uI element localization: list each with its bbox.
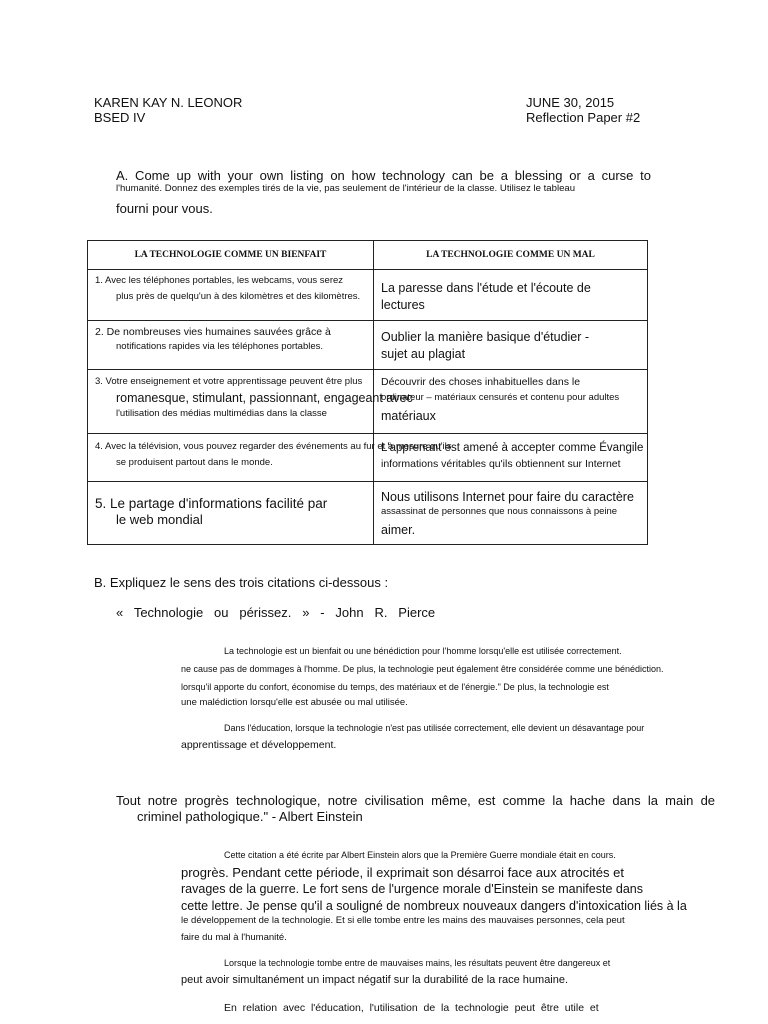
blessing-4-line1: 4. Avec la télévision, vous pouvez regarder des événements au fur et à mesure qu'ils bbox=[95, 441, 452, 452]
curse-5-line2: assassinat de personnes que nous connaissons à peine bbox=[381, 506, 618, 517]
p1-line3: lorsqu'il apporte du confort, économise du temps, des matériaux et de l'énergie." De plus, la technologie est bbox=[181, 682, 609, 692]
blessing-1-line1: 1. Avec les téléphones portables, les webcams, vous serez bbox=[95, 275, 344, 286]
table-row bbox=[88, 270, 648, 321]
p4-line1: Lorsque la technologie tombe entre de mauvaises mains, les résultats peuvent être dangereux et bbox=[224, 958, 611, 968]
p3-line3: ravages de la guerre. Le fort sens de l'urgence morale d'Einstein se manifeste dans bbox=[181, 882, 643, 896]
paper-title: Reflection Paper #2 bbox=[526, 110, 641, 125]
quote-einstein-line1: Tout notre progrès technologique, notre civilisation même, est comme la hache dans la main de bbox=[116, 793, 716, 808]
blessing-5-line1: 5. Le partage d'informations facilité par bbox=[95, 496, 328, 511]
curse-5-line3: aimer. bbox=[381, 523, 416, 537]
table-row bbox=[88, 482, 648, 545]
p3-line4: cette lettre. Je pense qu'il a souligné de nombreux nouveaux dangers d'intoxication liés à la bbox=[181, 899, 687, 913]
blessing-4-line2: se produisent partout dans le monde. bbox=[116, 457, 273, 468]
section-a-line3: fourni pour vous. bbox=[116, 201, 213, 216]
blessing-2-line2: notifications rapides via les téléphones portables. bbox=[116, 341, 324, 352]
p5-line1: En relation avec l'éducation, l'utilisation de la technologie peut être utile et bbox=[224, 1002, 599, 1014]
p1-line1: La technologie est un bienfait ou une bénédiction pour l'homme lorsqu'elle est utilisée correctement. bbox=[224, 646, 622, 656]
table-row bbox=[88, 434, 648, 482]
curse-1-line1: La paresse dans l'étude et l'écoute de bbox=[381, 281, 591, 295]
quote-einstein-line2: criminel pathologique." - Albert Einstein bbox=[137, 809, 363, 824]
p1-line2: ne cause pas de dommages à l'homme. De plus, la technologie peut également être considérée comme une bénédiction. bbox=[181, 664, 664, 674]
blessing-2-line1: 2. De nombreuses vies humaines sauvées grâce à bbox=[95, 326, 331, 338]
blessing-3-line2: romanesque, stimulant, passionnant, engageant avec bbox=[116, 391, 413, 405]
table-row bbox=[88, 321, 648, 370]
p4-line2: peut avoir simultanément un impact négatif sur la durabilité de la race humaine. bbox=[181, 974, 569, 986]
blessing-3-line3: l'utilisation des médias multimédias dans la classe bbox=[116, 408, 327, 419]
p2-line1: Dans l'éducation, lorsque la technologie n'est pas utilisée correctement, elle devient un désavantage pour bbox=[224, 723, 645, 733]
curse-3-line2: ordinateur – matériaux censurés et contenu pour adultes bbox=[381, 392, 620, 403]
table-header-curse: LA TECHNOLOGIE COMME UN MAL bbox=[374, 241, 648, 270]
table-header-blessing: LA TECHNOLOGIE COMME UN BIENFAIT bbox=[88, 241, 374, 270]
p3-line2: progrès. Pendant cette période, il exprimait son désarroi face aux atrocités et bbox=[181, 865, 624, 880]
curse-1-line2: lectures bbox=[381, 298, 425, 312]
quote-pierce: « Technologie ou périssez. » - John R. Pierce bbox=[116, 605, 436, 620]
blessing-curse-table bbox=[87, 240, 648, 545]
curse-5-line1: Nous utilisons Internet pour faire du caractère bbox=[381, 490, 634, 504]
p3-line5: le développement de la technologie. Et si elle tombe entre les mains des mauvaises personnes, cela peut bbox=[181, 915, 625, 926]
curse-4-line2: informations véritables qu'ils obtiennent sur Internet bbox=[381, 458, 621, 470]
blessing-5-line2: le web mondial bbox=[116, 512, 203, 527]
section-a-line2: l'humanité. Donnez des exemples tirés de la vie, pas seulement de l'intérieur de la classe. Utilisez le tableau bbox=[116, 183, 576, 194]
p2-line2: apprentissage et développement. bbox=[181, 739, 337, 751]
section-a-line1: A. Come up with your own listing on how technology can be a blessing or a curse to bbox=[116, 168, 651, 183]
curse-2-line2: sujet au plagiat bbox=[381, 347, 466, 361]
curse-2-line1: Oublier la manière basique d'étudier - bbox=[381, 330, 590, 344]
section-b-title: B. Expliquez le sens des trois citations ci-dessous : bbox=[94, 575, 389, 590]
p3-line1: Cette citation a été écrite par Albert Einstein alors que la Première Guerre mondiale était en cours. bbox=[224, 850, 616, 860]
course-label: BSED IV bbox=[94, 110, 146, 125]
p3-line6: faire du mal à l'humanité. bbox=[181, 932, 287, 943]
blessing-1-line2: plus près de quelqu'un à des kilomètres et des kilomètres. bbox=[116, 291, 361, 302]
p1-line4: une malédiction lorsqu'elle est abusée ou mal utilisée. bbox=[181, 697, 408, 708]
blessing-3-line1: 3. Votre enseignement et votre apprentissage peuvent être plus bbox=[95, 376, 363, 387]
curse-3-line3: matériaux bbox=[381, 409, 436, 423]
curse-4-line1: L'apprenant est amené à accepter comme Évangile bbox=[381, 442, 644, 454]
curse-3-line1: Découvrir des choses inhabituelles dans le bbox=[381, 376, 581, 388]
table-row bbox=[88, 370, 648, 434]
date-label: JUNE 30, 2015 bbox=[526, 95, 615, 110]
author-name: KAREN KAY N. LEONOR bbox=[94, 95, 243, 110]
